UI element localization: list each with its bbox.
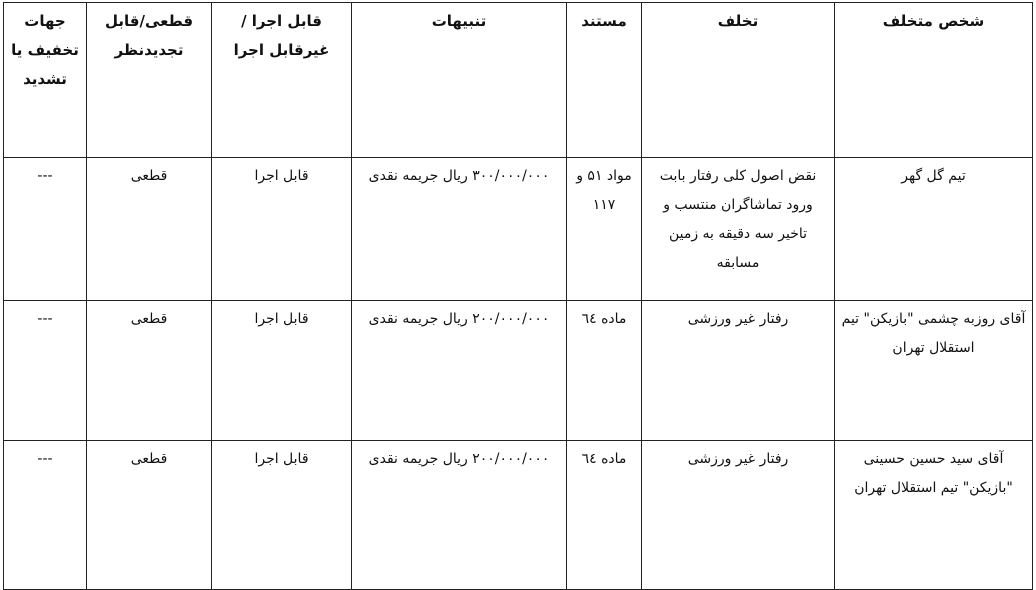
header-final: قطعی/قابل تجدیدنظر xyxy=(87,3,212,158)
header-penalty: تنبیهات xyxy=(352,3,567,158)
cell-enforceable: قابل اجرا xyxy=(212,441,352,590)
cell-violation: رفتار غیر ورزشی xyxy=(642,441,835,590)
cell-final: قطعی xyxy=(87,158,212,301)
cell-document: ماده ٦٤ xyxy=(567,301,642,441)
table-row xyxy=(4,158,1033,301)
cell-mitigation: --- xyxy=(4,301,87,441)
header-row xyxy=(4,3,1033,158)
cell-penalty: ۲۰۰/۰۰۰/۰۰۰ ریال جریمه نقدی xyxy=(352,301,567,441)
rulings-table xyxy=(3,2,1033,590)
header-enforceable: قابل اجرا /غیرقابل اجرا xyxy=(212,3,352,158)
cell-mitigation: --- xyxy=(4,441,87,590)
cell-final: قطعی xyxy=(87,301,212,441)
cell-person: تیم گل گهر xyxy=(835,158,1033,301)
cell-mitigation: --- xyxy=(4,158,87,301)
cell-penalty: ۲۰۰/۰۰۰/۰۰۰ ریال جریمه نقدی xyxy=(352,441,567,590)
header-mitigation: جهات تخفیف یا تشدید xyxy=(4,3,87,158)
header-document: مستند xyxy=(567,3,642,158)
cell-enforceable: قابل اجرا xyxy=(212,301,352,441)
cell-final: قطعی xyxy=(87,441,212,590)
cell-person: آقای روزبه چشمی "بازیکن" تیم استقلال تهران xyxy=(835,301,1033,441)
cell-violation: نقض اصول کلی رفتار بابت ورود تماشاگران منتسب و تاخیر سه دقیقه به زمین مسابقه xyxy=(642,158,835,301)
cell-document: ماده ٦٤ xyxy=(567,441,642,590)
header-violation: تخلف xyxy=(642,3,835,158)
table-row xyxy=(4,301,1033,441)
cell-penalty: ۳۰۰/۰۰۰/۰۰۰ ریال جریمه نقدی xyxy=(352,158,567,301)
header-person: شخص متخلف xyxy=(835,3,1033,158)
cell-document: مواد ۵۱ و ۱۱۷ xyxy=(567,158,642,301)
cell-person: آقای سید حسین حسینی "بازیکن" تیم استقلال تهران xyxy=(835,441,1033,590)
cell-violation: رفتار غیر ورزشی xyxy=(642,301,835,441)
cell-enforceable: قابل اجرا xyxy=(212,158,352,301)
table-row xyxy=(4,441,1033,590)
